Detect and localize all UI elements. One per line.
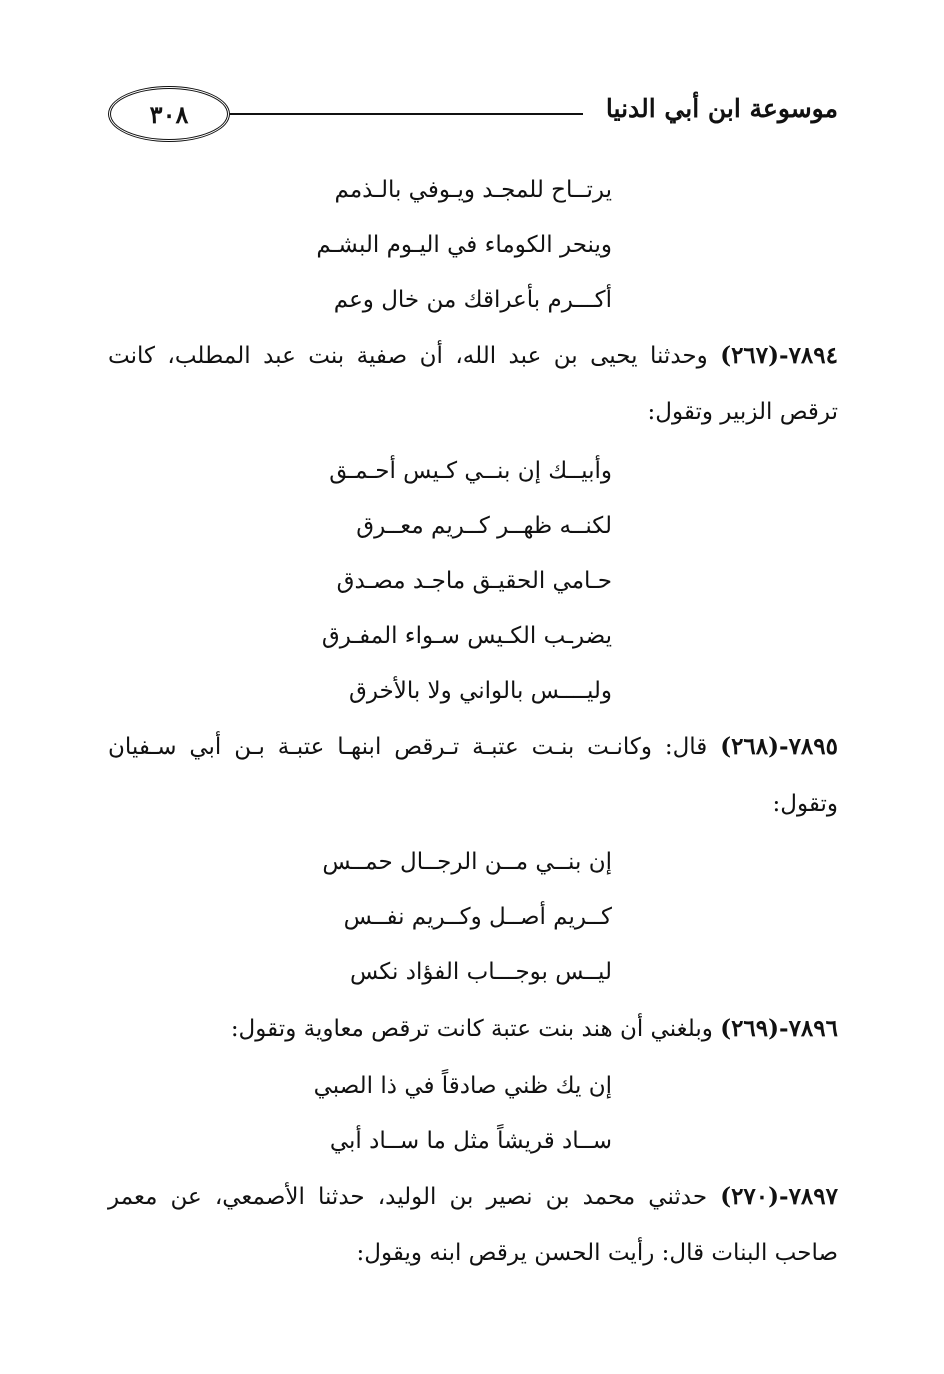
verse-line: ليــس بوجـــاب الفؤاد نكس xyxy=(349,959,612,985)
book-title: موسوعة ابن أبي الدنيا xyxy=(605,94,838,123)
verse-line: يرتــاح للمجـد ويـوفي بالـذمم xyxy=(334,177,612,203)
hadith-number: ٧٨٩٦-(٢٦٩) xyxy=(720,1015,838,1042)
page-header xyxy=(108,86,838,148)
verse-line: كــريم أصــل وكــريم نفــس xyxy=(343,904,612,930)
paragraph-text: وحدثنا يحيى بن عبد الله، أن صفية بنت عبد المطلب، كانت xyxy=(108,343,708,369)
verse-line: ســاد قريشاً مثل ما ســاد أبي xyxy=(329,1128,612,1154)
verse-line: لكنــه ظهــر كــريم معــرق xyxy=(356,513,612,539)
hadith-number: ٧٨٩٥-(٢٦٨) xyxy=(720,733,838,760)
verse-line: إن يك ظني صادقاً في ذا الصبي xyxy=(313,1073,612,1099)
verse-line: إن بنــي مــن الرجــال حمــس xyxy=(322,849,612,875)
verse-line: وينحر الكوماء في اليـوم البشـم xyxy=(316,232,612,258)
paragraph-7895-line-1 xyxy=(108,732,838,762)
hadith-number: ٧٨٩٤-(٢٦٧) xyxy=(720,342,838,369)
paragraph-7897-line-1 xyxy=(108,1182,838,1212)
paragraph-7897-line-2: صاحب البنات قال: رأيت الحسن يرقص ابنه ويقول: xyxy=(356,1240,838,1266)
paragraph-7894-line-1 xyxy=(108,341,838,371)
paragraph-text: قال: وكانـت بنـت عتبـة تـرقص ابنهـا عتبـة بـن أبي سـفيان xyxy=(108,734,708,760)
paragraph-text: حدثني محمد بن نصير بن الوليد، حدثنا الأصمعي، عن معمر xyxy=(108,1184,708,1210)
paragraph-7895-line-2: وتقول: xyxy=(772,791,838,817)
hadith-number: ٧٨٩٧-(٢٧٠) xyxy=(720,1183,838,1210)
page-number-oval xyxy=(108,86,230,142)
paragraph-7894-line-2: ترقص الزبير وتقول: xyxy=(647,399,838,425)
verse-line: حـامي الحقيـق ماجـد مصـدق xyxy=(336,568,612,594)
verse-line: وليــــس بالواني ولا بالأخرق xyxy=(348,678,612,704)
verse-line: أكـــرم بأعراقك من خال وعم xyxy=(333,287,612,313)
paragraph-text: وبلغني أن هند بنت عتبة كانت ترقص معاوية وتقول: xyxy=(230,1016,713,1042)
paragraph-7896-line-1 xyxy=(231,1014,838,1044)
header-rule xyxy=(230,113,583,115)
page-number: ٣٠٨ xyxy=(149,99,189,129)
verse-line: وأبيــك إن بنــي كـيس أحـمـق xyxy=(329,458,612,484)
verse-line: يضرـب الكـيس سـواء المفـرق xyxy=(321,623,612,649)
